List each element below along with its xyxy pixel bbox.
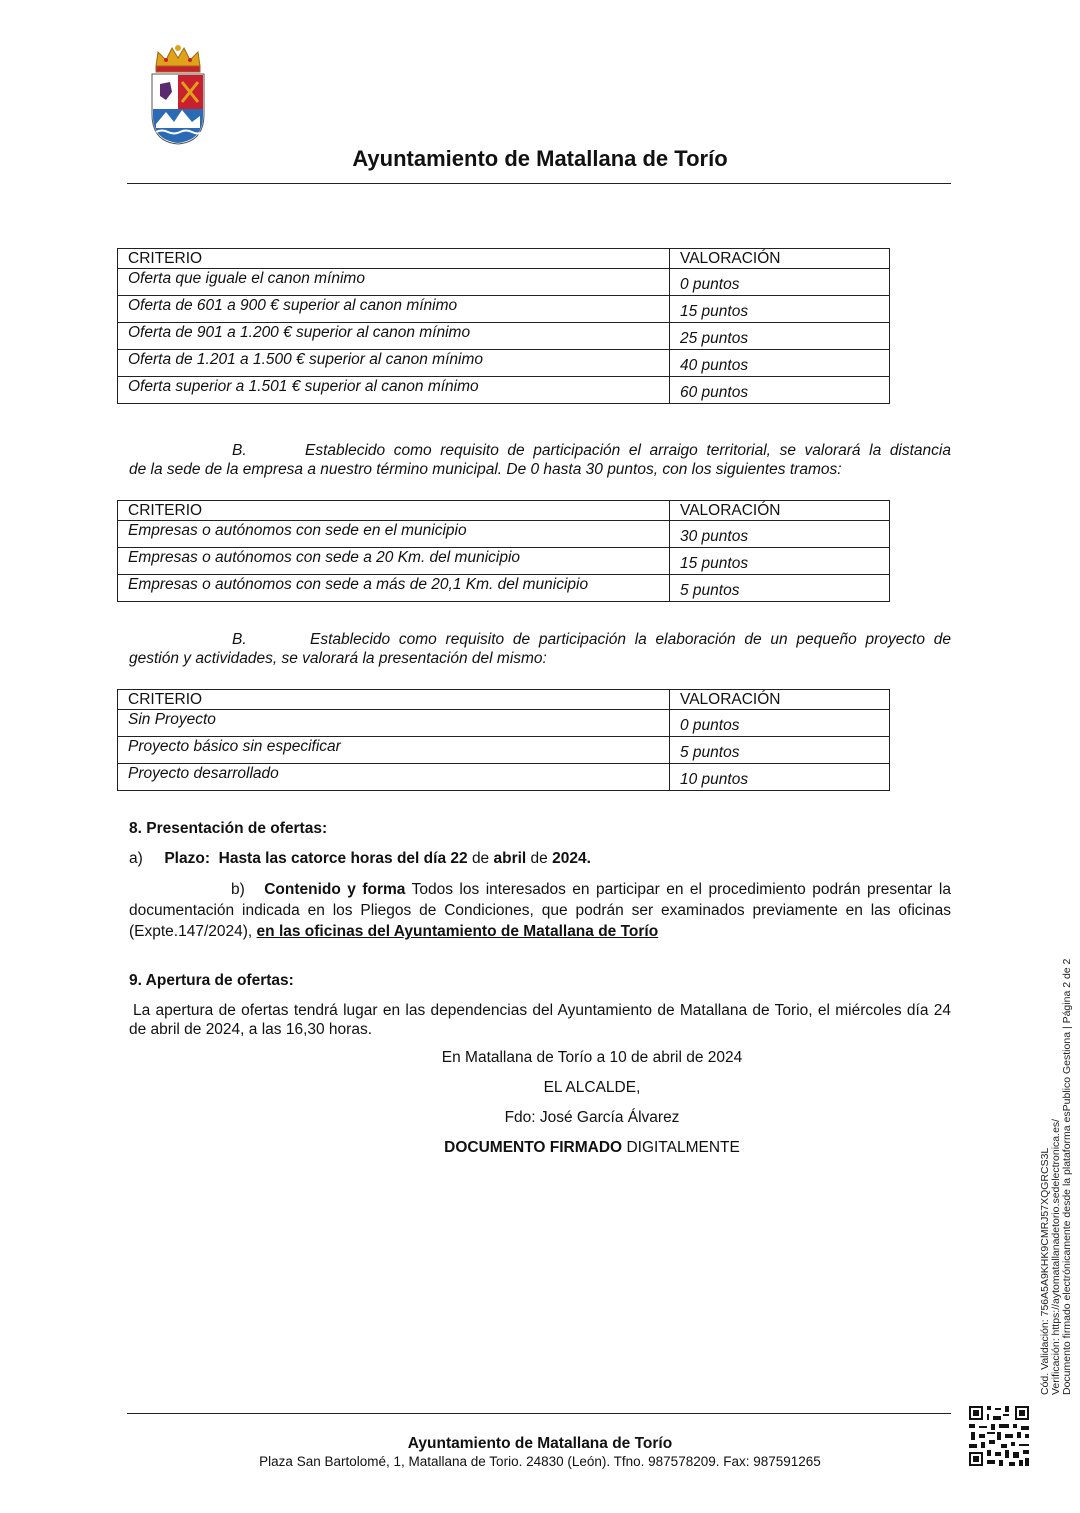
plazo-label: Plazo: <box>164 850 210 867</box>
plazo-de: de <box>530 850 548 867</box>
place-date: En Matallana de Torío a 10 de abril de 2024 <box>441 1049 743 1066</box>
table-row <box>118 710 890 737</box>
column-header-criterio: CRITERIO <box>118 501 670 521</box>
valoracion-cell: 5 puntos <box>670 575 890 602</box>
table-header-row <box>118 249 890 269</box>
section-text: Establecido como requisito de participación la elaboración de un pequeño proyecto de <box>310 631 951 648</box>
verification-url: Verificación: https://aytomatallanadetorio.sedelectronica.es/ <box>1050 1118 1062 1395</box>
table-row <box>118 377 890 404</box>
column-header-valoracion: VALORACIÓN <box>670 690 890 710</box>
footer-title: Ayuntamiento de Matallana de Torío <box>407 1435 673 1452</box>
criterio-cell: Sin Proyecto <box>118 710 670 737</box>
section-label: B. <box>232 442 247 459</box>
plazo-de: de <box>471 850 490 867</box>
table-row <box>118 350 890 377</box>
item-label: a) <box>129 850 143 867</box>
plazo-month: abril <box>493 850 527 867</box>
table-row <box>118 269 890 296</box>
page-title: Ayuntamiento de Matallana de Torío <box>352 146 728 171</box>
signed-rest: DIGITALMENTE <box>626 1139 740 1156</box>
plazo-day: 22 <box>450 850 468 867</box>
plazo-text: Hasta las catorce horas del día <box>218 850 447 867</box>
validation-code: Cód. Validación: 756A5A9KHK9CMRJ57XQGRCS3L <box>1039 1147 1051 1395</box>
table-header-row <box>118 501 890 521</box>
valoracion-cell: 5 puntos <box>670 737 890 764</box>
valoracion-cell: 60 puntos <box>670 377 890 404</box>
criteria-table-distance <box>117 500 890 602</box>
criteria-table-canon <box>117 248 890 404</box>
signed-bold: DOCUMENTO FIRMADO <box>444 1139 623 1156</box>
section-label: B. <box>232 631 247 648</box>
plazo-year: 2024. <box>552 850 591 867</box>
table-header-row <box>118 690 890 710</box>
column-header-criterio: CRITERIO <box>118 690 670 710</box>
section-8-b <box>129 879 951 942</box>
validation-sidebar <box>1040 959 1073 1395</box>
criterio-cell: Oferta de 1.201 a 1.500 € superior al canon mínimo <box>118 350 670 377</box>
footer-divider <box>127 1413 951 1414</box>
criterio-cell: Proyecto desarrollado <box>118 764 670 791</box>
section-text: de la sede de la empresa a nuestro término municipal. De 0 hasta 30 puntos, con los siguientes tramos: <box>129 461 842 478</box>
footer-address: Plaza San Bartolomé, 1, Matallana de Torio. 24830 (León). Tfno. 987578209. Fax: 987591265 <box>259 1454 821 1469</box>
valoracion-cell: 15 puntos <box>670 296 890 323</box>
signature-platform-note: Documento firmado electrónicamente desde la plataforma esPublico Gestiona | Página 2 de 2 <box>1061 958 1073 1395</box>
header-divider <box>127 183 951 184</box>
section-8-heading: 8. Presentación de ofertas: <box>129 820 328 837</box>
contenido-label: Contenido y forma <box>264 881 406 898</box>
table-row <box>118 521 890 548</box>
signer-role: EL ALCALDE, <box>543 1079 641 1096</box>
valoracion-cell: 15 puntos <box>670 548 890 575</box>
municipal-coat-of-arms <box>148 44 208 146</box>
criterio-cell: Proyecto básico sin especificar <box>118 737 670 764</box>
table-row <box>118 764 890 791</box>
table-row <box>118 548 890 575</box>
contenido-text: Todos los interesados en participar en el procedimiento podrán presentar la documentación indicada en los Pliegos de Condiciones, que podrán ser examinados previamente en las oficinas (Expte.147/2024), <box>129 881 951 940</box>
criterio-cell: Oferta de 901 a 1.200 € superior al canon mínimo <box>118 323 670 350</box>
criterio-cell: Oferta que iguale el canon mínimo <box>118 269 670 296</box>
column-header-valoracion: VALORACIÓN <box>670 249 890 269</box>
valoracion-cell: 40 puntos <box>670 350 890 377</box>
valoracion-cell: 0 puntos <box>670 710 890 737</box>
section-8-a <box>129 849 951 868</box>
section-text: gestión y actividades, se valorará la presentación del mismo: <box>129 650 547 667</box>
section-9-heading: 9. Apertura de ofertas: <box>129 972 294 989</box>
valoracion-cell: 25 puntos <box>670 323 890 350</box>
criterio-cell: Empresas o autónomos con sede a 20 Km. del municipio <box>118 548 670 575</box>
criteria-table-project <box>117 689 890 791</box>
table-row <box>118 323 890 350</box>
criterio-cell: Empresas o autónomos con sede a más de 20,1 Km. del municipio <box>118 575 670 602</box>
section-b-arraigo <box>129 441 951 479</box>
section-9-text: La apertura de ofertas tendrá lugar en las dependencias del Ayuntamiento de Matallana de Torio, el miércoles día 24 de abril de 2024, a las 16,30 horas. <box>129 1002 951 1038</box>
section-text: Establecido como requisito de participación el arraigo territorial, se valorará la distancia <box>305 442 951 459</box>
table-row <box>118 296 890 323</box>
digital-signature-note <box>232 1139 952 1157</box>
valoracion-cell: 30 puntos <box>670 521 890 548</box>
criterio-cell: Oferta de 601 a 900 € superior al canon mínimo <box>118 296 670 323</box>
item-label: b) <box>231 881 245 898</box>
criterio-cell: Oferta superior a 1.501 € superior al canon mínimo <box>118 377 670 404</box>
table-row <box>118 737 890 764</box>
table-row <box>118 575 890 602</box>
valoracion-cell: 0 puntos <box>670 269 890 296</box>
oficinas-underlined: en las oficinas del Ayuntamiento de Matallana de Torío <box>256 923 659 940</box>
column-header-criterio: CRITERIO <box>118 249 670 269</box>
signer-name: Fdo: José García Álvarez <box>504 1109 680 1126</box>
section-b-proyecto <box>129 630 951 668</box>
valoracion-cell: 10 puntos <box>670 764 890 791</box>
criterio-cell: Empresas o autónomos con sede en el municipio <box>118 521 670 548</box>
column-header-valoracion: VALORACIÓN <box>670 501 890 521</box>
